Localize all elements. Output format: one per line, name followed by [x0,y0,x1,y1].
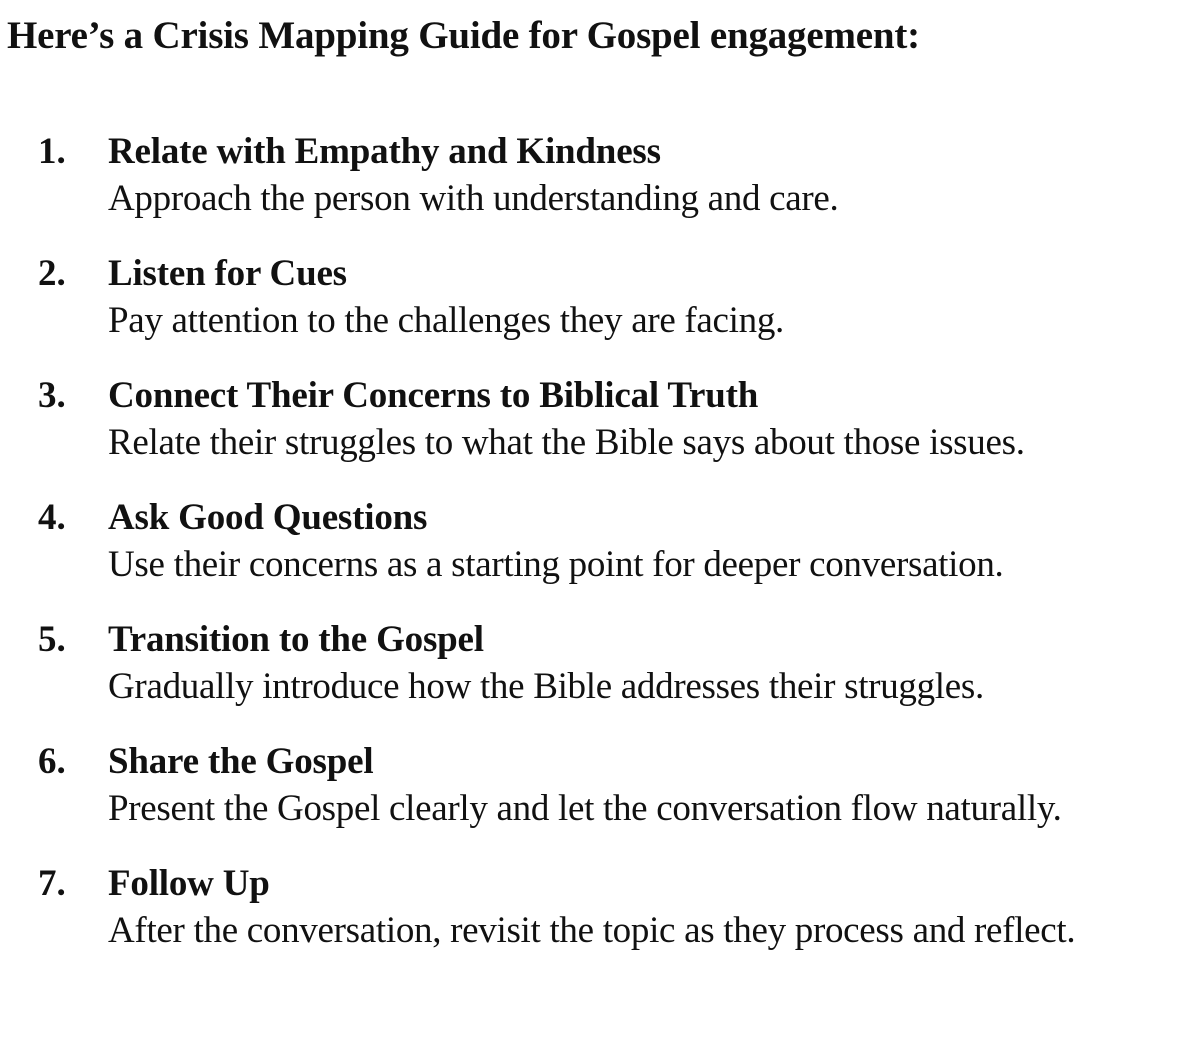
page-heading: Here’s a Crisis Mapping Guide for Gospel engagement: [7,14,920,57]
step-title: Connect Their Concerns to Biblical Truth [108,375,759,416]
step-number: 1. [38,131,66,172]
step-title: Ask Good Questions [108,497,428,538]
step-description: Relate their struggles to what the Bible says about those issues. [108,422,1025,463]
step-description: Gradually introduce how the Bible addresses their struggles. [108,666,984,707]
step-number: 6. [38,741,66,782]
step-description: Use their concerns as a starting point for deeper conversation. [108,544,1004,585]
step-item-2 [0,252,1200,345]
step-item-4 [0,496,1200,589]
step-number: 2. [38,253,66,294]
step-title: Relate with Empathy and Kindness [108,131,661,172]
step-item-7 [0,862,1200,955]
step-title: Follow Up [108,863,270,904]
step-item-6 [0,740,1200,833]
step-number: 5. [38,619,66,660]
step-item-3 [0,374,1200,467]
step-description: Pay attention to the challenges they are facing. [108,300,785,341]
step-number: 7. [38,863,66,904]
step-description: After the conversation, revisit the topic as they process and reflect. [108,910,1076,951]
step-title: Listen for Cues [108,253,347,294]
step-item-5 [0,618,1200,711]
step-title: Share the Gospel [108,741,374,782]
step-description: Present the Gospel clearly and let the conversation flow naturally. [108,788,1062,829]
steps-list [0,130,1200,984]
step-number: 4. [38,497,66,538]
step-number: 3. [38,375,66,416]
step-title: Transition to the Gospel [108,619,484,660]
step-description: Approach the person with understanding and care. [108,178,839,219]
step-item-1 [0,130,1200,223]
